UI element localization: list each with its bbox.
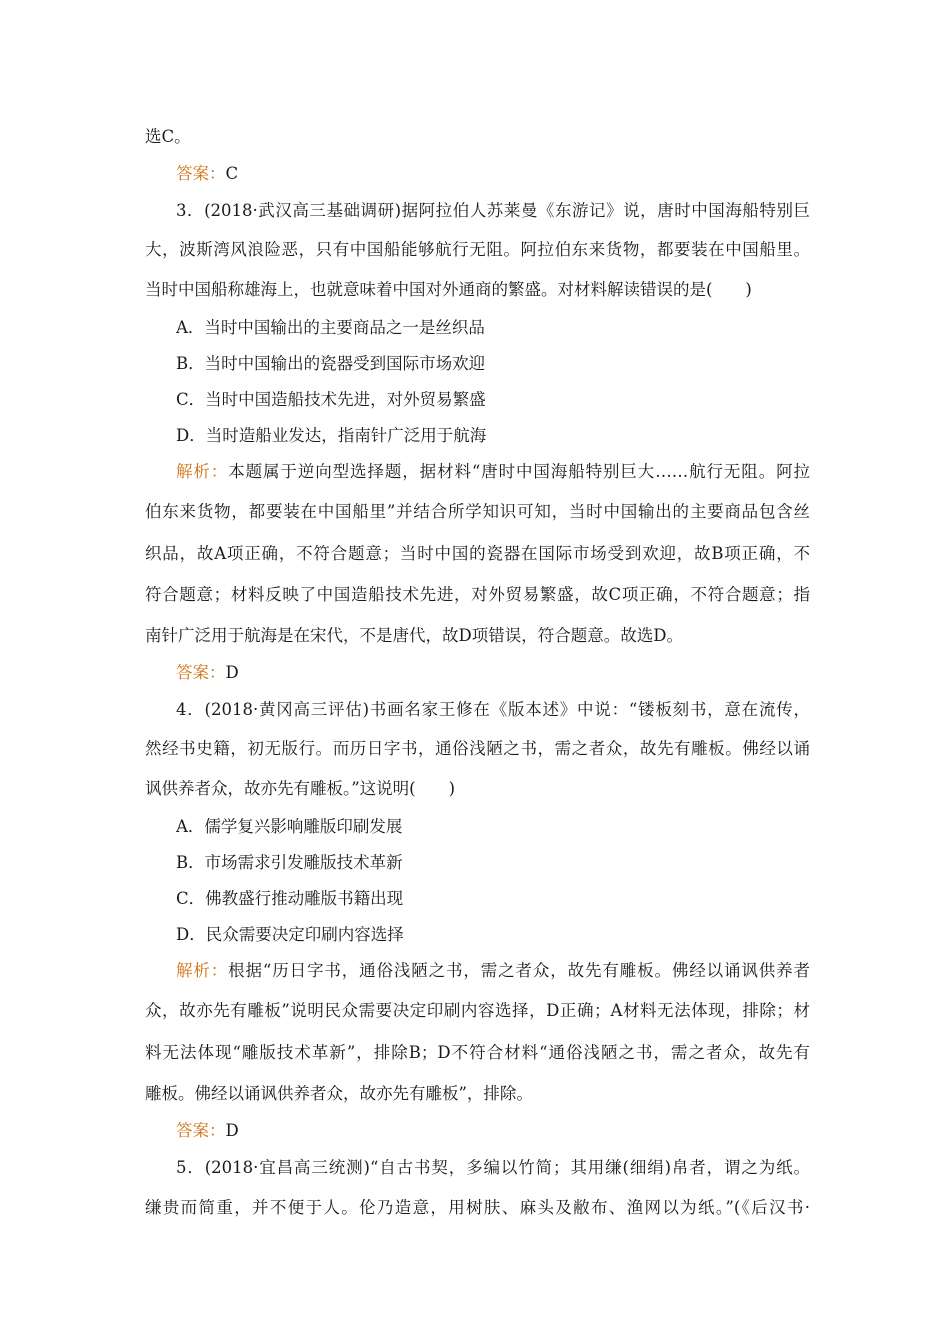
answer-label: 答案： (176, 164, 226, 183)
analysis-label: 解析： (176, 462, 229, 481)
q5-stem-line: 缣贵而简重，并不便于人。伦乃造意，用树肤、麻头及敝布、渔网以为纸。”(《后汉书· (145, 1198, 810, 1217)
answer-value: D (225, 663, 239, 682)
q5-stem-line: 5．(2018·宜昌高三统测)“自古书契，多编以竹简；其用缣(细绢)帛者，谓之为纸。 (176, 1158, 810, 1177)
q4-analysis-line: 众，故亦先有雕板”说明民众需要决定印刷内容选择，D正确；A材料无法体现，排除；材 (145, 1001, 810, 1020)
q3-analysis-line: 织品，故A项正确，不符合题意；当时中国的瓷器在国际市场受到欢迎，故B项正确，不 (145, 544, 810, 563)
q4-option-a: A．儒学复兴影响雕版印刷发展 (176, 817, 403, 836)
q3-answer (176, 661, 810, 685)
q3-analysis-line: 伯东来货物，都要装在中国船里”并结合所学知识可知，当时中国输出的主要商品包含丝 (145, 502, 810, 521)
answer-label: 答案： (176, 663, 226, 682)
q4-answer (176, 1119, 810, 1143)
q3-option-d: D．当时造船业发达，指南针广泛用于航海 (176, 426, 487, 445)
q4-option-c: C．佛教盛行推动雕版书籍出现 (176, 889, 404, 908)
q4-analysis-line: 料无法体现“雕版技术革新”，排除B；D不符合材料“通俗浅陋之书，需之者众，故先有 (145, 1043, 810, 1062)
q4-stem-line: 4．(2018·黄冈高三评估)书画名家王修在《版本述》中说：“镂板刻书，意在流传， (176, 700, 810, 719)
q4-analysis-line (176, 959, 810, 983)
q3-option-a: A．当时中国输出的主要商品之一是丝织品 (176, 318, 485, 337)
q3-analysis-line: 南针广泛用于航海是在宋代，不是唐代，故D项错误，符合题意。故选D。 (145, 626, 683, 645)
q4-option-b: B．市场需求引发雕版技术革新 (176, 853, 403, 872)
q2-answer (176, 162, 810, 186)
q3-option-c: C．当时中国造船技术先进，对外贸易繁盛 (176, 390, 486, 409)
q3-stem-line: 3．(2018·武汉高三基础调研)据阿拉伯人苏莱曼《东游记》说，唐时中国海船特别巨 (176, 201, 810, 220)
answer-value: D (225, 1121, 239, 1140)
q3-analysis-text: 本题属于逆向型选择题，据材料“唐时中国海船特别巨大……航行无阻。阿拉 (228, 462, 811, 481)
q4-option-d: D．民众需要决定印刷内容选择 (176, 925, 404, 944)
q3-stem-line: 当时中国船称雄海上，也就意味着中国对外通商的繁盛。对材料解读错误的是( ) (145, 280, 752, 299)
q4-analysis-text: 根据“历日字书，通俗浅陋之书，需之者众，故先有雕板。佛经以诵讽供养者 (228, 961, 811, 980)
q3-stem-line: 大，波斯湾风浪险恶，只有中国船能够航行无阻。阿拉伯东来货物，都要装在中国船里。 (145, 240, 810, 259)
q3-option-b: B．当时中国输出的瓷器受到国际市场欢迎 (176, 354, 486, 373)
q4-analysis-line: 雕板。佛经以诵讽供养者众，故亦先有雕板”，排除。 (145, 1084, 533, 1103)
prev-analysis-end: 选C。 (145, 127, 191, 146)
answer-label: 答案： (176, 1121, 226, 1140)
analysis-label: 解析： (176, 961, 229, 980)
q3-analysis-line (176, 460, 810, 484)
q3-analysis-line: 符合题意；材料反映了中国造船技术先进，对外贸易繁盛，故C项正确，不符合题意；指 (145, 585, 810, 604)
answer-value: C (225, 164, 239, 183)
q4-stem-line: 然经书史籍，初无版行。而历日字书，通俗浅陋之书，需之者众，故先有雕板。佛经以诵 (145, 739, 810, 758)
q4-stem-line: 讽供养者众，故亦先有雕板。”这说明( ) (145, 779, 456, 798)
